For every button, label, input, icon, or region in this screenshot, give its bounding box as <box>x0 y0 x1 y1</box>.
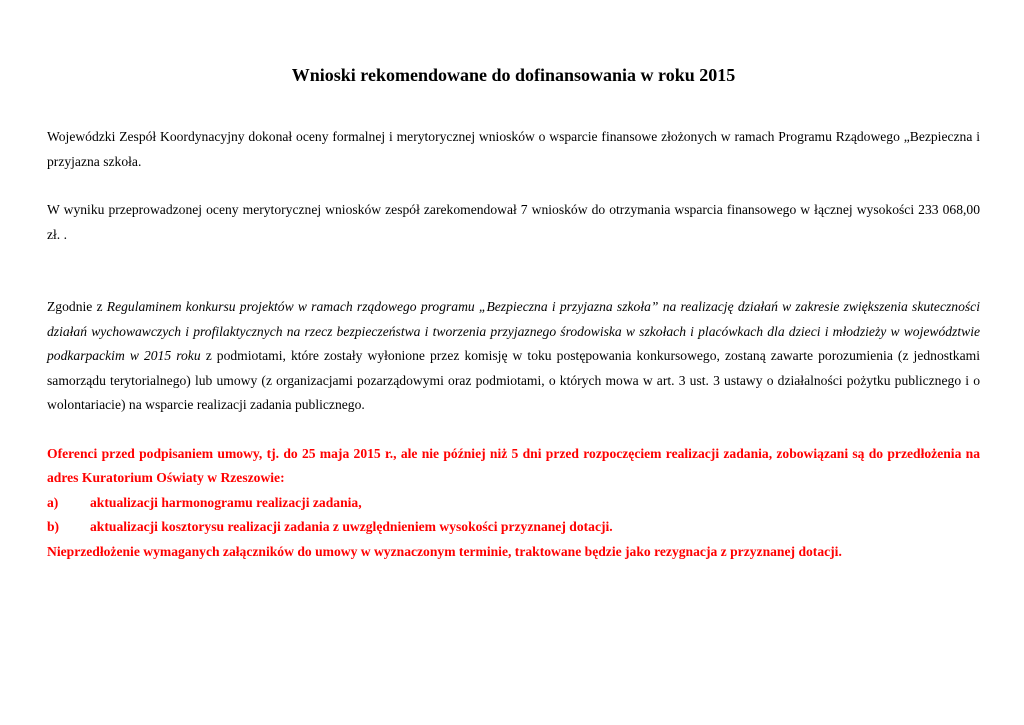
regulation-rest: z podmiotami, które zostały wyłonione przez komisję w toku postępowania konkursowego, zostaną zawarte porozumienia (z jednostkami samorządu terytorialnego) lub umowy (z organizacjami pozarządowymi oraz podmiotami, o których mowa w art. 3 ust. 3 ustawy o działalności pożytku publicznego i o wolontariacie) na wsparcie realizacji zadania publicznego. <box>47 348 980 412</box>
paragraph-recommendation: W wyniku przeprowadzonej oceny merytorycznej wniosków zespół zarekomendował 7 wniosków do otrzymania wsparcia finansowego w łącznej wysokości 233 068,00 zł. . <box>47 202 980 242</box>
notice-item-a <box>47 491 980 516</box>
notice-item-marker: b) <box>47 519 60 534</box>
notice-item-marker: a) <box>47 494 59 510</box>
paragraph-regulation <box>47 295 980 418</box>
notice-item-text: aktualizacji harmonogramu realizacji zadania, <box>90 494 362 510</box>
notice-item-text: aktualizacji kosztorysu realizacji zadania z uwzględnieniem wysokości przyznanej dotacji. <box>90 519 613 534</box>
notice-block <box>47 442 980 565</box>
notice-closing: Nieprzedłożenie wymaganych załączników do umowy w wyznaczonym terminie, traktowane będzie jako rezygnacja z przyznanej dotacji. <box>47 543 842 559</box>
notice-lead: Oferenci przed podpisaniem umowy, tj. do 25 maja 2015 r., ale nie później niż 5 dni przed rozpoczęciem realizacji zadania, zobowiązani są do przedłożenia na adres Kuratorium Oświaty w Rzeszowie: <box>47 445 980 485</box>
paragraph-evaluation: Wojewódzki Zespół Koordynacyjny dokonał oceny formalnej i merytorycznej wniosków o wsparcie finansowe złożonych w ramach Programu Rządowego „Bezpieczna i przyjazna szkoła. <box>47 129 980 169</box>
regulation-intro: Zgodnie z <box>47 299 107 314</box>
regulation-title: Regulaminem konkursu projektów w ramach rządowego programu „Bezpieczna i przyjazna szkoła” na realizację działań w zakresie zwiększenia skuteczności działań wychowawczych i profilaktycznych na rzecz bezpieczeństwa i tworzenia przyjaznego środowiska w szkołach i placówkach dla dzieci i młodzieży w województwie podkarpackim w 2015 roku <box>47 299 980 363</box>
document-title: Wnioski rekomendowane do dofinansowania w roku 2015 <box>291 65 736 85</box>
notice-item-b <box>47 515 980 540</box>
